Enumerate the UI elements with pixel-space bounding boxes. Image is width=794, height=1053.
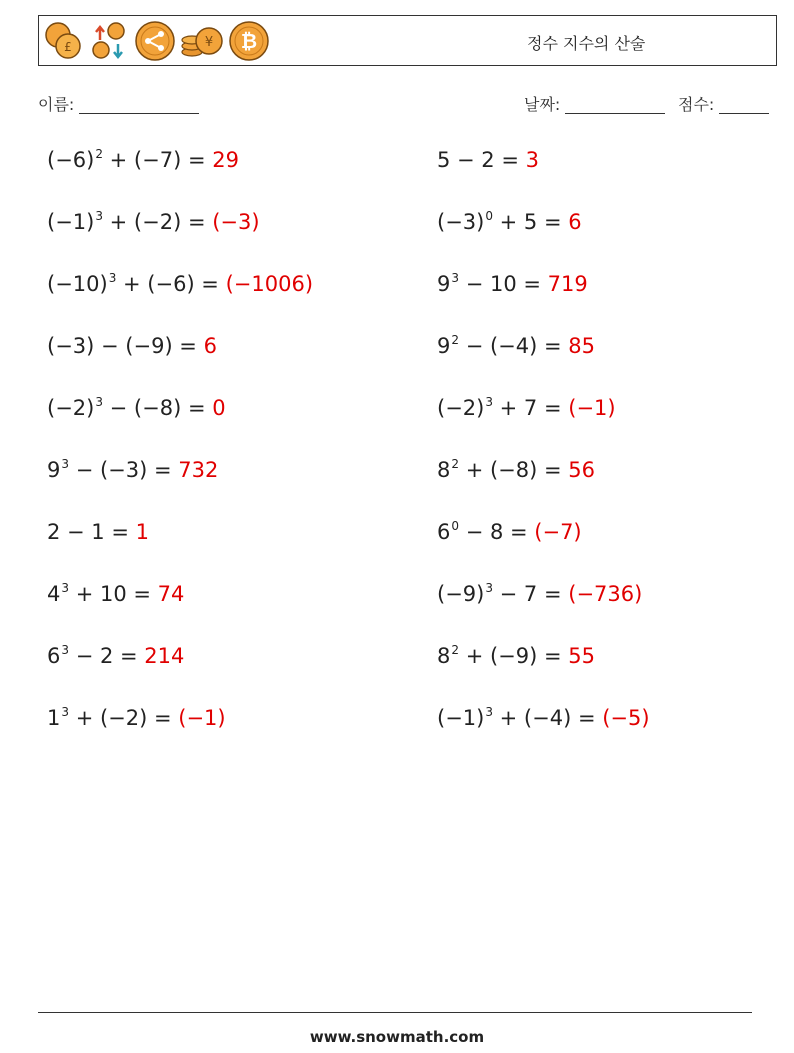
- problem-item: [437, 520, 582, 544]
- problem-exponent: 2: [451, 333, 460, 347]
- date-blank: [565, 97, 665, 114]
- problem-base: (−3) − (−9) =: [47, 334, 204, 358]
- problem-rest: − 8 =: [459, 520, 535, 544]
- name-field: [38, 92, 199, 115]
- problem-rest: + (−9) =: [459, 644, 569, 668]
- problem-base: 8: [437, 644, 451, 668]
- problem-item: [437, 148, 539, 172]
- problem-item: [437, 706, 650, 730]
- problem-exponent: 3: [95, 395, 103, 409]
- problem-item: [437, 458, 595, 482]
- problem-answer: 6: [203, 334, 217, 358]
- problem-rest: + (−7) =: [102, 148, 213, 172]
- date-field: [524, 92, 665, 115]
- problem-item: [47, 334, 217, 358]
- problem-exponent: 3: [61, 705, 70, 719]
- problem-exponent: 3: [485, 581, 493, 595]
- problem-item: [47, 396, 226, 420]
- footer-divider: [38, 1012, 752, 1013]
- problem-base: (−3): [437, 210, 485, 234]
- problem-answer: 0: [212, 396, 226, 420]
- problem-exponent: 3: [108, 271, 117, 285]
- problem-answer: (−736): [568, 582, 643, 606]
- problem-answer: (−1): [568, 396, 616, 420]
- worksheet-title: 정수 지수의 산술: [527, 34, 646, 53]
- share-coin-icon: [134, 20, 176, 62]
- problem-answer: 1: [135, 520, 149, 544]
- problem-base: (−2): [437, 396, 485, 420]
- yen-coins-icon: [180, 20, 224, 62]
- problem-rest: + 5 =: [492, 210, 569, 234]
- problem-item: [47, 210, 260, 234]
- problem-item: [47, 458, 218, 482]
- problem-exponent: 3: [61, 457, 70, 471]
- name-blank: [79, 97, 199, 114]
- problem-base: 9: [437, 334, 451, 358]
- problem-rest: − (−4) =: [459, 334, 569, 358]
- problem-item: [437, 582, 642, 606]
- problem-answer: (−3): [212, 210, 260, 234]
- problem-answer: 6: [568, 210, 582, 234]
- problem-exponent: 3: [485, 395, 493, 409]
- problem-rest: + (−8) =: [459, 458, 569, 482]
- problem-answer: 29: [212, 148, 239, 172]
- problem-answer: 55: [568, 644, 595, 668]
- problem-answer: (−1): [178, 706, 226, 730]
- problem-exponent: 0: [451, 519, 460, 533]
- problem-answer: 85: [568, 334, 595, 358]
- icon-strip: [44, 20, 270, 62]
- problem-rest: − 7 =: [492, 582, 569, 606]
- problem-rest: − (−8) =: [102, 396, 213, 420]
- problem-item: [47, 272, 313, 296]
- problem-item: [437, 396, 616, 420]
- problem-exponent: 2: [451, 457, 460, 471]
- problem-item: [47, 644, 184, 668]
- problem-base: (−2): [47, 396, 95, 420]
- date-label: 날짜:: [524, 95, 561, 114]
- problem-base: (−10): [47, 272, 108, 296]
- problem-rest: + 10 =: [69, 582, 158, 606]
- problem-exponent: 2: [451, 643, 460, 657]
- svg-text:¥: ¥: [204, 35, 214, 50]
- problem-item: [47, 582, 184, 606]
- exchange-icon: [90, 20, 130, 62]
- problem-item: [437, 272, 588, 296]
- problem-base: (−1): [47, 210, 95, 234]
- problem-item: [47, 148, 239, 172]
- problem-exponent: 2: [95, 147, 103, 161]
- problem-base: (−9): [437, 582, 485, 606]
- problem-base: 8: [437, 458, 451, 482]
- problem-base: (−6): [47, 148, 95, 172]
- problem-base: 6: [437, 520, 451, 544]
- problem-exponent: 0: [485, 209, 493, 223]
- problem-rest: + (−4) =: [492, 706, 603, 730]
- score-field: [678, 92, 769, 115]
- problem-answer: (−7): [534, 520, 582, 544]
- name-label: 이름:: [38, 95, 75, 114]
- worksheet-header: [38, 15, 777, 66]
- problem-base: 4: [47, 582, 61, 606]
- problem-rest: + (−2) =: [102, 210, 213, 234]
- problem-item: [437, 644, 595, 668]
- problem-rest: − 10 =: [459, 272, 548, 296]
- problem-rest: + 7 =: [492, 396, 569, 420]
- problem-base: 9: [47, 458, 61, 482]
- coins-icon: [44, 20, 86, 62]
- problem-rest: + (−6) =: [116, 272, 226, 296]
- problem-item: [437, 334, 595, 358]
- score-label: 점수:: [678, 95, 715, 114]
- problem-answer: 214: [144, 644, 185, 668]
- problem-base: 1: [47, 706, 61, 730]
- problem-exponent: 3: [451, 271, 460, 285]
- problem-answer: 3: [525, 148, 539, 172]
- problem-answer: 719: [547, 272, 588, 296]
- problem-item: [47, 520, 149, 544]
- problem-base: 2 − 1 =: [47, 520, 136, 544]
- problem-exponent: 3: [95, 209, 103, 223]
- problem-rest: − 2 =: [69, 644, 145, 668]
- problem-exponent: 3: [485, 705, 493, 719]
- problem-exponent: 3: [61, 643, 70, 657]
- problem-answer: 74: [157, 582, 185, 606]
- problem-answer: 732: [178, 458, 219, 482]
- score-blank: [719, 97, 769, 114]
- problem-rest: + (−2) =: [69, 706, 179, 730]
- footer-site: www.snowmath.com: [309, 1028, 485, 1046]
- problem-base: 9: [437, 272, 451, 296]
- problem-item: [47, 706, 226, 730]
- problem-exponent: 3: [61, 581, 70, 595]
- svg-text:₿: ₿: [240, 29, 258, 53]
- problem-answer: (−5): [602, 706, 650, 730]
- problem-base: (−1): [437, 706, 485, 730]
- problem-rest: − (−3) =: [69, 458, 179, 482]
- problem-answer: (−1006): [225, 272, 314, 296]
- svg-text:£: £: [64, 40, 72, 54]
- problem-base: 6: [47, 644, 61, 668]
- problem-item: [437, 210, 582, 234]
- bitcoin-icon: [228, 20, 270, 62]
- problem-base: 5 − 2 =: [437, 148, 526, 172]
- problem-answer: 56: [568, 458, 595, 482]
